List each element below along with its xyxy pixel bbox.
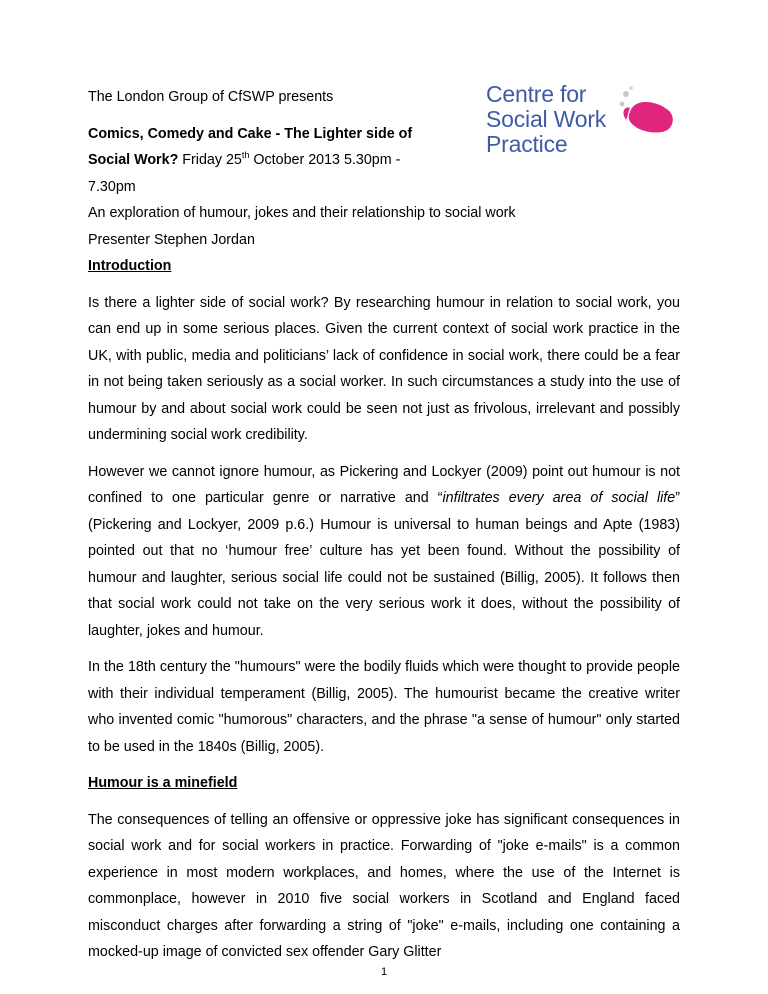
intro-paragraph-2	[88, 459, 680, 645]
presents-line: The London Group of CfSWP presents	[88, 89, 334, 105]
logo-line-3: Practice	[486, 131, 568, 157]
page-number: 1	[380, 966, 388, 978]
event-title-continued: Social Work?	[88, 152, 179, 168]
logo-line-2: Social Work	[486, 106, 607, 132]
intro-p2-quote: infiltrates every area of social life	[442, 490, 676, 506]
event-title: Comics, Comedy and Cake - The Lighter side of	[88, 125, 413, 142]
event-date-line	[88, 147, 470, 174]
intro-heading: Introduction	[88, 258, 172, 274]
event-title-line	[88, 121, 470, 148]
intro-p2-text-b: ” (Pickering and Lockyer, 2009 p.6.) Humour is universal to human beings and Apte (1983) pointed out that no ‘humour free’ culture has yet been found. Without the possibility of humour and laughter, serious social life could not be sustained (Billig, 2005). It follows then that social work could not take on the very serious work it does, without the possibility of laughter, jokes and humour.	[88, 490, 680, 639]
minefield-paragraph-1: The consequences of telling an offensive or oppressive joke has significant consequences in social work and for social workers in practice. Forwarding of "joke e-mails" is a common experience in most modern workplaces, and homes, where the use of the Internet is commonplace, however in 2010 five social workers in Scotland and England faced misconduct charges after forwarding a string of "joke" e-mails, including one containing a mocked-up image of convicted sex offender Gary Glitter	[88, 811, 680, 960]
presenter-line: Presenter Stephen Jordan	[88, 231, 255, 248]
document-body	[88, 82, 680, 966]
date-ordinal: th	[241, 150, 250, 161]
event-subtitle: An exploration of humour, jokes and their relationship to social work	[88, 205, 516, 221]
logo-line-1: Centre for	[486, 81, 587, 107]
event-date-time: October 2013 5.30pm -	[249, 152, 401, 168]
intro-paragraph-3: In the 18th century the "humours" were the bodily fluids which were thought to provide people with their individual temperament (Billig, 2005). The humourist became the creative writer who invented comic "humorous" characters, and the phrase "a sense of humour" only started to be used in the 1840s (Billig, 2005).	[88, 659, 680, 755]
intro-paragraph-1: Is there a lighter side of social work? By researching humour in relation to social work, you can end up in some serious places. Given the current context of social work practice in the UK, with public, media and politicians’ lack of confidence in social work, there could be a fear in not being taken seriously as a social worker. In such circumstances a study into the use of humour by and about social work could be seen not just as frivolous, irrelevant and possibly undermining social work credibility.	[88, 294, 680, 443]
event-time-end: 7.30pm	[88, 178, 136, 195]
minefield-heading: Humour is a minefield	[88, 775, 238, 791]
intro-p2-text-a: However we cannot ignore humour, as Pickering and Lockyer (2009) point out humour is not confined to one particular genre or narrative and “	[88, 463, 680, 506]
event-date: Friday 25	[178, 152, 242, 168]
